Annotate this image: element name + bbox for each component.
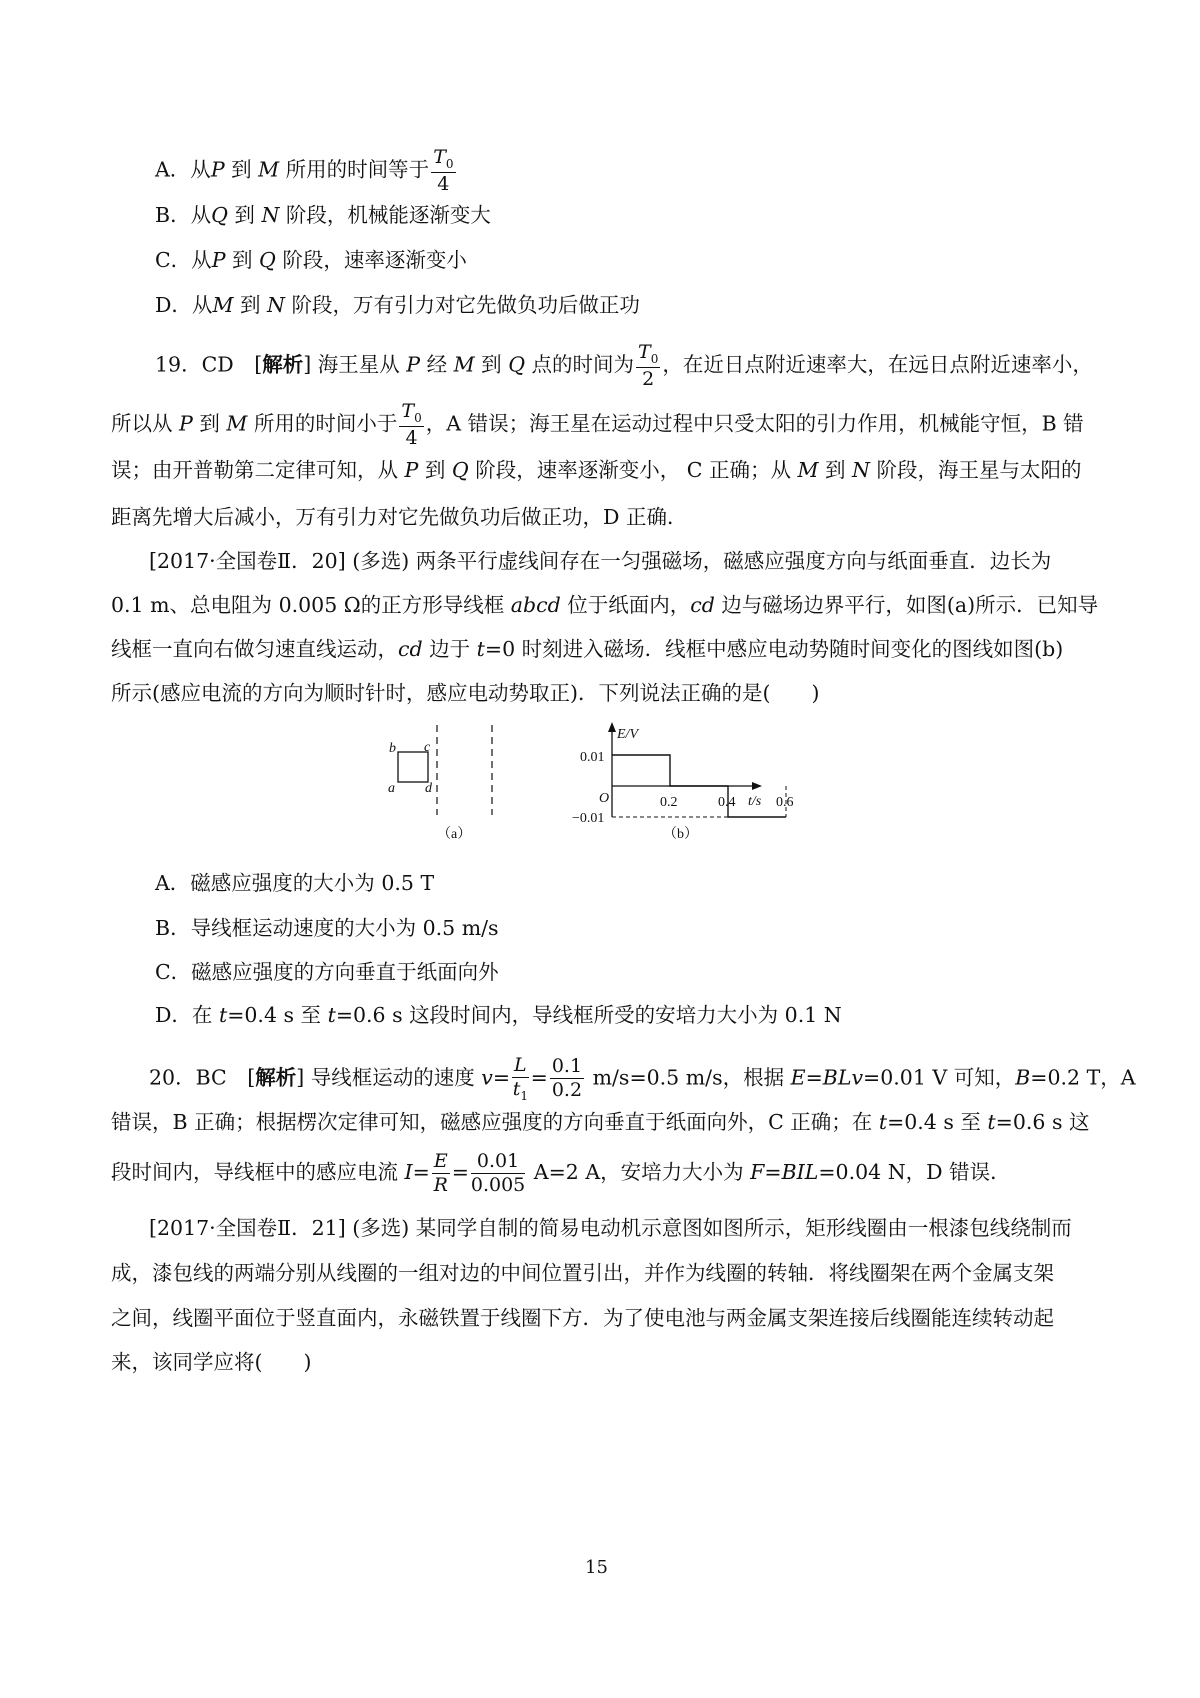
y-tick-label-positive: 0.01 [580,750,605,765]
wire-frame [398,752,428,782]
label-a: a [388,781,395,796]
figure-b-caption: （b） [663,827,698,842]
q20-stem-line-2: 0.1 m、总电阻为 0.005 Ω的正方形导线框 abcd 位于纸面内，cd 边与磁场边界平行，如图(a)所示．已知导 [111,593,1099,617]
figure-a-caption: （a） [437,827,472,842]
label-d: d [425,781,432,796]
label-b: b [389,741,396,756]
q20-stem-line-4: 所示(感应电流的方向为顺时针时，感应电动势取正)．下列说法正确的是( ) [111,681,820,705]
q19-analysis-line-3: 误；由开普勒第二定律可知，从 P 到 Q 阶段，速率逐渐变小， C 正确；从 M 到 N 阶段，海王星与太阳的 [111,458,1082,482]
x-tick-label: 0.2 [660,795,678,810]
fraction: $\frac{T_0}{4}$ [433,146,454,195]
q21-stem-line-4: 来，该同学应将( ) [111,1350,312,1374]
q19-option-a: A．从P 到 M 所用的时间等于 $\frac{T_0}{4}$ [155,146,454,195]
q19-analysis-line-2: 所以从 P 到 M 所用的时间小于 $\frac{T_0}{4}$ ，A 错误；海王星在运动过程中只受太阳的引力作用，机械能守恒，B 错 [111,400,1084,449]
origin-label: O [599,791,610,806]
q21-stem-line-3: 之间，线圈平面位于竖直面内，永磁铁置于线圈下方．为了使电池与两金属支架连接后线圈能连续转动起 [111,1306,1054,1330]
figure-a [388,725,492,842]
q21-stem-line-1: [2017·全国卷Ⅱ．21] (多选) 某同学自制的简易电动机示意图如图所示，矩形线圈由一根漆包线绕制而 [149,1216,1072,1240]
q19-analysis-line-4: 距离先增大后减小，万有引力对它先做负功后做正功，D 正确． [111,505,688,529]
figure-b-chart [572,722,794,842]
x-axis-arrow [752,782,762,790]
q19-option-d: D．从M 到 N 阶段，万有引力对它先做负功后做正功 [155,293,640,317]
label-c: c [424,740,431,755]
y-tick-label-negative: −0.01 [572,811,605,826]
q19-option-b: B．从Q 到 N 阶段，机械能逐渐变大 [155,203,491,227]
q20-analysis-line-3: 段时间内，导线框中的感应电流 I= $\frac{E}{R}$ = $\frac{0.01}{0.005}$ A=2 A，安培力大小为 F=BIL=0.04 N，D 错误． [111,1150,1011,1196]
q20-analysis-line-2: 错误，B 正确；根据楞次定律可知，磁感应强度的方向垂直于纸面向外，C 正确；在 t=0.4 s 至 t=0.6 s 这 [111,1110,1090,1134]
page-number: 15 [585,1557,608,1578]
q20-option-c: C．磁感应强度的方向垂直于纸面向外 [155,960,499,984]
q20-option-a: A．磁感应强度的大小为 0.5 T [155,871,435,895]
q20-analysis-line-1: 20．BC [解析] 导线框运动的速度 v= $\frac{L}{t_1}$ = $\frac{0.1}{0.2}$ m/s=0.5 m/s，根据 E=BLv=0.01 V 可知，B=0.2 T，A [149,1054,1136,1103]
x-tick-label: 0.6 [776,795,794,810]
q20-stem-line-3: 线框一直向右做匀速直线运动，cd 边于 t=0 时刻进入磁场．线框中感应电动势随时间变化的图线如图(b) [111,637,1064,661]
q20-option-d: D．在 t=0.4 s 至 t=0.6 s 这段时间内，导线框所受的安培力大小为 0.1 N [155,1003,842,1027]
y-axis-arrow [608,722,616,732]
q20-option-b: B．导线框运动速度的大小为 0.5 m/s [155,916,499,940]
q19-analysis-line-1: 19．CD [解析] 海王星从 P 经 M 到 Q 点的时间为 $\frac{T_0}{2}$ ，在近日点附近速率大，在远日点附近速率小， [155,341,1093,390]
q21-stem-line-2: 成，漆包线的两端分别从线圈的一组对边的中间位置引出，并作为线圈的转轴．将线圈架在两个金属支架 [111,1261,1054,1285]
y-axis-label: E/V [617,727,638,742]
q20-stem-line-1: [2017·全国卷Ⅱ．20] (多选) 两条平行虚线间存在一匀强磁场，磁感应强度方向与纸面垂直．边长为 [149,549,1052,573]
q19-option-c: C．从P 到 Q 阶段，速率逐渐变小 [155,248,467,272]
x-axis-label: t/s [748,794,762,809]
x-tick-label: 0.4 [718,795,736,810]
